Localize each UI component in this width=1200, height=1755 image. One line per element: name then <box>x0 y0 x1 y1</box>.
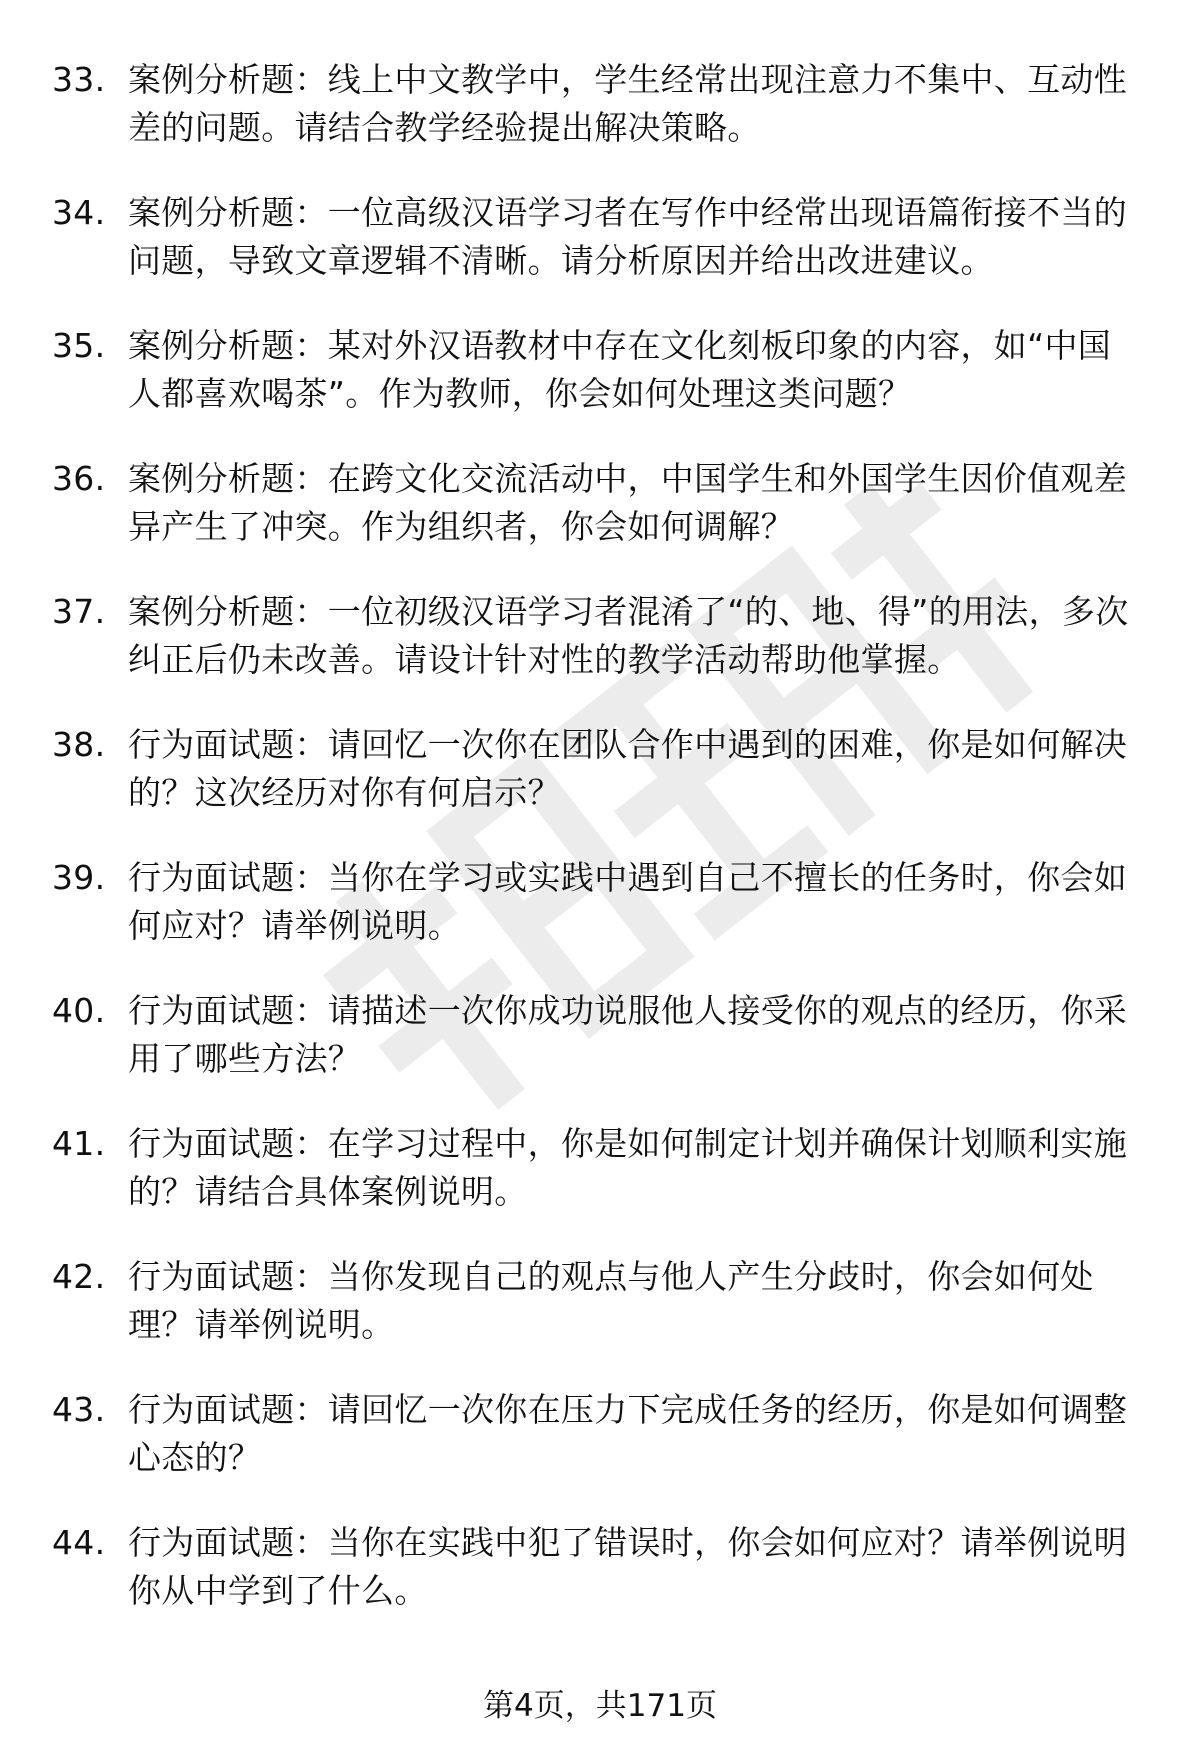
question-text: 行为面试题：当你在学习或实践中遇到自己不擅长的任务时，你会如何应对？请举例说明。 <box>128 858 1127 945</box>
question-text: 行为面试题：在学习过程中，你是如何制定计划并确保计划顺利实施的？请结合具体案例说明。 <box>128 1124 1127 1211</box>
question-number: 36. <box>52 459 106 498</box>
question-text: 案例分析题：一位高级汉语学习者在写作中经常出现语篇衔接不当的问题，导致文章逻辑不清晰。请分析原因并给出改进建议。 <box>128 193 1127 280</box>
question-number: 35. <box>52 326 106 365</box>
question-text: 行为面试题：请描述一次你成功说服他人接受你的观点的经历，你采用了哪些方法？ <box>128 991 1127 1078</box>
question-text: 行为面试题：请回忆一次你在团队合作中遇到的困难，你是如何解决的？这次经历对你有何启示？ <box>128 725 1127 812</box>
question-number: 38. <box>52 725 106 764</box>
question-number: 44. <box>52 1523 106 1562</box>
question-number: 40. <box>52 991 106 1030</box>
question-number: 37. <box>52 592 106 631</box>
question-item <box>52 189 1142 285</box>
question-text: 行为面试题：请回忆一次你在压力下完成任务的经历，你是如何调整心态的？ <box>128 1390 1127 1477</box>
question-item <box>52 588 1142 684</box>
question-item <box>52 1120 1142 1216</box>
question-number: 41. <box>52 1124 106 1163</box>
question-item <box>52 1253 1142 1349</box>
question-text: 案例分析题：某对外汉语教材中存在文化刻板印象的内容，如“中国人都喜欢喝茶”。作为教师，你会如何处理这类问题？ <box>128 326 1112 413</box>
question-item <box>52 987 1142 1083</box>
question-item <box>52 721 1142 817</box>
question-item <box>52 322 1142 418</box>
question-number: 33. <box>52 60 106 99</box>
question-item <box>52 455 1142 551</box>
question-text: 案例分析题：一位初级汉语学习者混淆了“的、地、得”的用法，多次纠正后仍未改善。请设计针对性的教学活动帮助他掌握。 <box>128 592 1129 679</box>
question-item <box>52 854 1142 950</box>
question-text: 案例分析题：在跨文化交流活动中，中国学生和外国学生因价值观差异产生了冲突。作为组织者，你会如何调解？ <box>128 459 1127 546</box>
question-number: 43. <box>52 1390 106 1429</box>
question-item <box>52 1386 1142 1482</box>
question-number: 42. <box>52 1257 106 1296</box>
question-text: 案例分析题：线上中文教学中，学生经常出现注意力不集中、互动性差的问题。请结合教学经验提出解决策略。 <box>128 60 1127 147</box>
question-number: 39. <box>52 858 106 897</box>
question-item <box>52 1519 1142 1615</box>
question-text: 行为面试题：当你发现自己的观点与他人产生分歧时，你会如何处理？请举例说明。 <box>128 1257 1094 1344</box>
question-item <box>52 56 1142 152</box>
question-number: 34. <box>52 193 106 232</box>
question-list <box>52 56 1142 1652</box>
page-footer: 第4页，共171页 <box>483 1688 717 1724</box>
question-text: 行为面试题：当你在实践中犯了错误时，你会如何应对？请举例说明你从中学到了什么。 <box>128 1523 1127 1610</box>
